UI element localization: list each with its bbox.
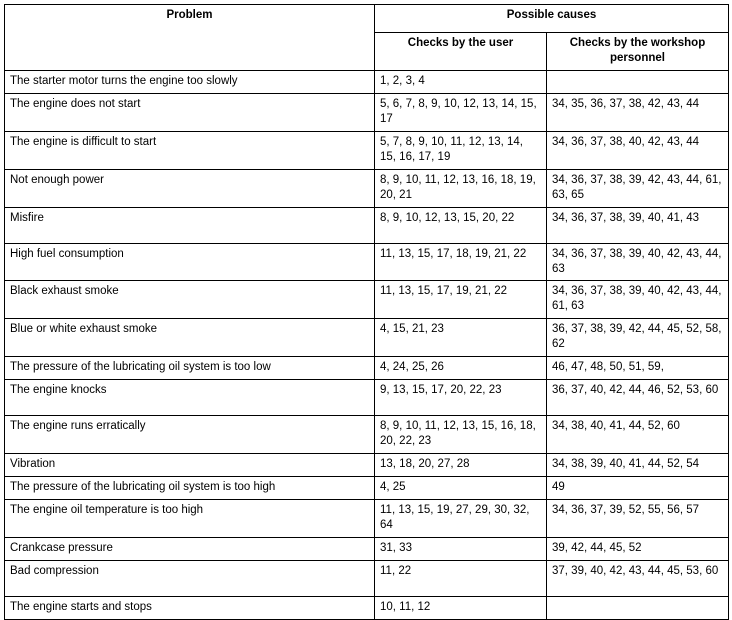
checks-by-user-cell: 9, 13, 15, 17, 20, 22, 23 [375, 380, 547, 416]
checks-by-workshop-cell: 34, 36, 37, 38, 39, 42, 43, 44, 61, 63, 65 [547, 169, 729, 207]
problem-cell: The pressure of the lubricating oil system is too high [5, 476, 375, 499]
table-row [5, 380, 729, 416]
table-row [5, 243, 729, 281]
troubleshooting-table [4, 4, 729, 620]
problem-cell: The engine starts and stops [5, 596, 375, 619]
table-header [5, 5, 729, 71]
problem-cell: Blue or white exhaust smoke [5, 319, 375, 357]
checks-by-user-cell: 11, 13, 15, 17, 19, 21, 22 [375, 281, 547, 319]
checks-by-user-cell: 5, 6, 7, 8, 9, 10, 12, 13, 14, 15, 17 [375, 93, 547, 131]
column-header-checks-by-workshop: Checks by the workshop personnel [547, 33, 729, 71]
table-row [5, 537, 729, 560]
table-row [5, 416, 729, 454]
checks-by-workshop-cell: 49 [547, 476, 729, 499]
checks-by-user-cell: 11, 22 [375, 560, 547, 596]
problem-cell: The engine runs erratically [5, 416, 375, 454]
table-row [5, 319, 729, 357]
checks-by-user-cell: 11, 13, 15, 19, 27, 29, 30, 32, 64 [375, 499, 547, 537]
problem-cell: Misfire [5, 207, 375, 243]
problem-cell: The engine does not start [5, 93, 375, 131]
checks-by-workshop-cell [547, 71, 729, 94]
table-body [5, 71, 729, 620]
checks-by-workshop-cell: 37, 39, 40, 42, 43, 44, 45, 53, 60 [547, 560, 729, 596]
problem-cell: Bad compression [5, 560, 375, 596]
problem-cell: High fuel consumption [5, 243, 375, 281]
column-header-problem: Problem [5, 5, 375, 71]
checks-by-workshop-cell: 34, 36, 37, 38, 39, 40, 42, 43, 44, 61, 63 [547, 281, 729, 319]
checks-by-workshop-cell: 34, 36, 37, 38, 40, 42, 43, 44 [547, 131, 729, 169]
problem-cell: The starter motor turns the engine too slowly [5, 71, 375, 94]
column-header-checks-by-user: Checks by the user [375, 33, 547, 71]
table-row [5, 596, 729, 619]
table-row [5, 454, 729, 477]
checks-by-workshop-cell: 39, 42, 44, 45, 52 [547, 537, 729, 560]
table-row [5, 357, 729, 380]
checks-by-workshop-cell: 34, 38, 39, 40, 41, 44, 52, 54 [547, 454, 729, 477]
problem-cell: Vibration [5, 454, 375, 477]
problem-cell: The engine is difficult to start [5, 131, 375, 169]
checks-by-user-cell: 4, 15, 21, 23 [375, 319, 547, 357]
checks-by-user-cell: 10, 11, 12 [375, 596, 547, 619]
table-row [5, 131, 729, 169]
table-row [5, 71, 729, 94]
checks-by-workshop-cell: 34, 35, 36, 37, 38, 42, 43, 44 [547, 93, 729, 131]
checks-by-workshop-cell: 34, 36, 37, 38, 39, 40, 42, 43, 44, 63 [547, 243, 729, 281]
table-row [5, 499, 729, 537]
problem-cell: Black exhaust smoke [5, 281, 375, 319]
header-row-top [5, 5, 729, 33]
checks-by-user-cell: 8, 9, 10, 11, 12, 13, 16, 18, 19, 20, 21 [375, 169, 547, 207]
checks-by-user-cell: 4, 25 [375, 476, 547, 499]
checks-by-user-cell: 1, 2, 3, 4 [375, 71, 547, 94]
table-row [5, 93, 729, 131]
checks-by-workshop-cell: 46, 47, 48, 50, 51, 59, [547, 357, 729, 380]
table-row [5, 476, 729, 499]
table-row [5, 281, 729, 319]
checks-by-user-cell: 4, 24, 25, 26 [375, 357, 547, 380]
checks-by-workshop-cell: 36, 37, 40, 42, 44, 46, 52, 53, 60 [547, 380, 729, 416]
checks-by-workshop-cell [547, 596, 729, 619]
checks-by-workshop-cell: 34, 38, 40, 41, 44, 52, 60 [547, 416, 729, 454]
checks-by-user-cell: 31, 33 [375, 537, 547, 560]
checks-by-workshop-cell: 36, 37, 38, 39, 42, 44, 45, 52, 58, 62 [547, 319, 729, 357]
table-row [5, 169, 729, 207]
table-row [5, 560, 729, 596]
checks-by-user-cell: 13, 18, 20, 27, 28 [375, 454, 547, 477]
checks-by-user-cell: 8, 9, 10, 12, 13, 15, 20, 22 [375, 207, 547, 243]
checks-by-workshop-cell: 34, 36, 37, 38, 39, 40, 41, 43 [547, 207, 729, 243]
checks-by-user-cell: 5, 7, 8, 9, 10, 11, 12, 13, 14, 15, 16, 17, 19 [375, 131, 547, 169]
problem-cell: Not enough power [5, 169, 375, 207]
problem-cell: The engine oil temperature is too high [5, 499, 375, 537]
checks-by-user-cell: 11, 13, 15, 17, 18, 19, 21, 22 [375, 243, 547, 281]
checks-by-workshop-cell: 34, 36, 37, 39, 52, 55, 56, 57 [547, 499, 729, 537]
table-row [5, 207, 729, 243]
checks-by-user-cell: 8, 9, 10, 11, 12, 13, 15, 16, 18, 20, 22, 23 [375, 416, 547, 454]
problem-cell: Crankcase pressure [5, 537, 375, 560]
problem-cell: The pressure of the lubricating oil system is too low [5, 357, 375, 380]
problem-cell: The engine knocks [5, 380, 375, 416]
column-header-possible-causes: Possible causes [375, 5, 729, 33]
